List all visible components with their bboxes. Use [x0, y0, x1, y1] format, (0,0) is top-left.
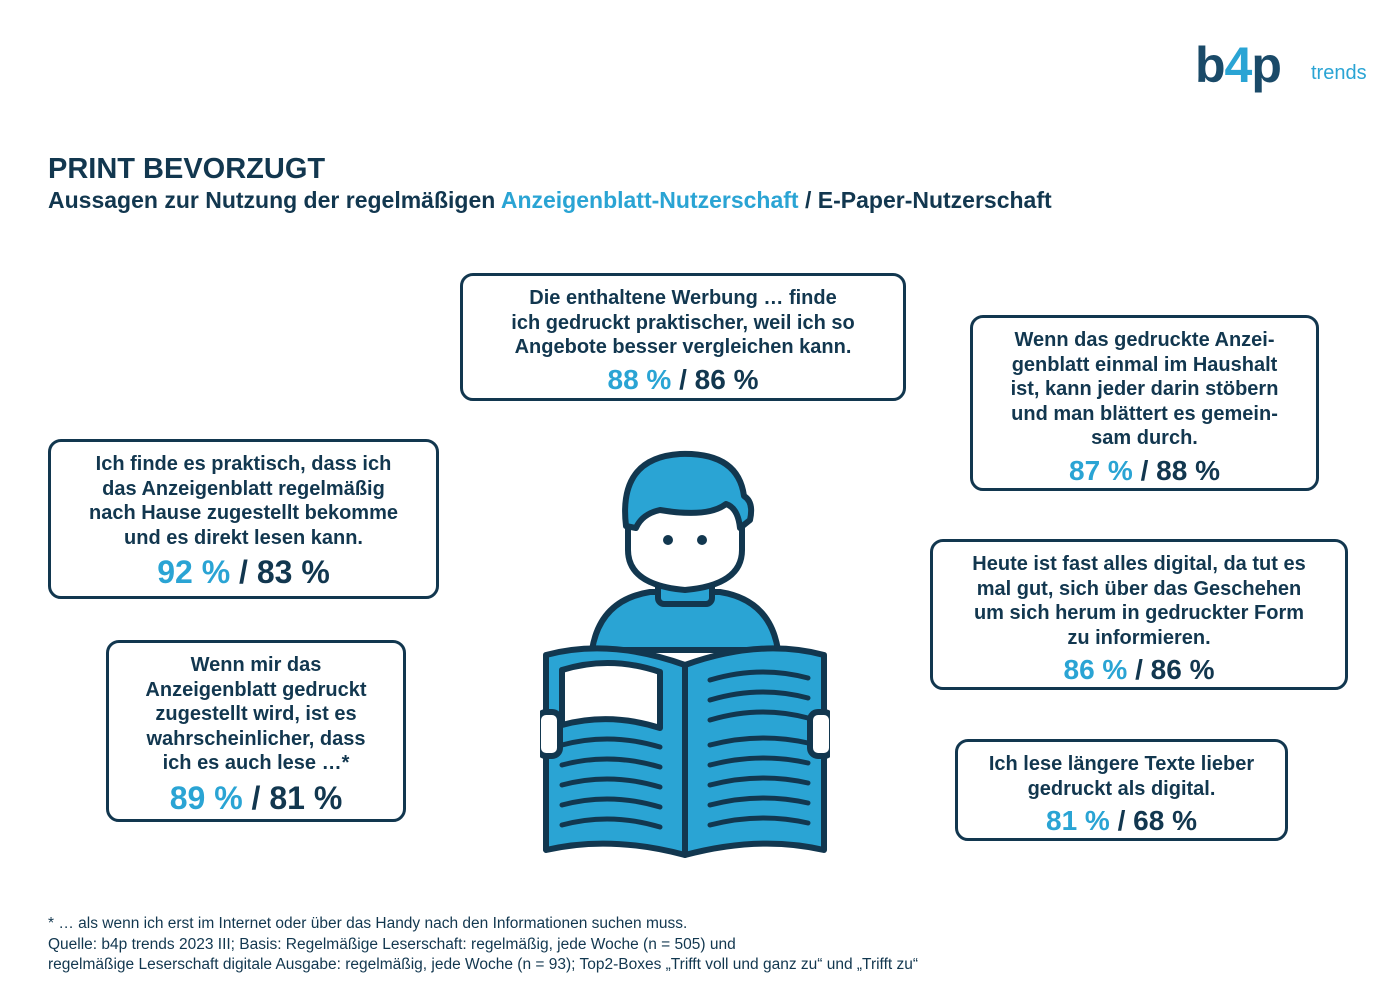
card-text: [947, 552, 1331, 650]
card-line: ist, kann jeder darin stöbern: [1010, 378, 1279, 400]
card-values: [972, 805, 1271, 837]
value-epaper: 68 %: [1133, 805, 1197, 836]
value-anzeigenblatt: 81 %: [1046, 805, 1110, 836]
subtitle-highlight: Anzeigenblatt-Nutzerschaft: [500, 187, 799, 213]
card-line: Wenn mir das: [190, 654, 322, 676]
card-text: [65, 452, 422, 550]
logo-suffix: trends: [1311, 62, 1367, 84]
card-line: Heute ist fast alles digital, da tut es: [972, 553, 1306, 575]
card-line: zugestellt wird, ist es: [155, 703, 357, 725]
footnote: * … als wenn ich erst im Internet oder über das Handy nach den Informationen suchen muss.: [48, 915, 688, 932]
value-anzeigenblatt: 88 %: [607, 363, 672, 395]
statement-card-texte: [955, 739, 1288, 841]
card-values: [987, 455, 1302, 487]
card-line: genblatt einmal im Haushalt: [1011, 353, 1278, 376]
card-line: Angebote besser vergleichen kann.: [514, 336, 852, 358]
card-values: [123, 780, 389, 817]
logo-brand: [1195, 36, 1281, 94]
card-line: und es direkt lesen kann.: [124, 526, 363, 549]
logo-b: b: [1195, 37, 1225, 93]
logo-4: 4: [1224, 37, 1252, 93]
value-epaper: 81 %: [269, 779, 343, 816]
b4p-trends-logo: [1195, 36, 1385, 96]
card-text: [987, 328, 1302, 451]
card-line: Ich lese längere Texte lieber: [988, 753, 1255, 775]
value-epaper: 88 %: [1156, 454, 1220, 486]
card-line: mal gut, sich über das Geschehen: [976, 577, 1302, 600]
card-line: und man blättert es gemein-: [1011, 402, 1278, 425]
source-line: Quelle: b4p trends 2023 III; Basis: Regelmäßige Leserschaft: regelmäßig, jede Woche (n = 505) und: [48, 935, 736, 953]
value-separator: /: [1140, 454, 1149, 486]
page-subtitle: [48, 187, 1052, 214]
value-anzeigenblatt: 86 %: [1063, 654, 1128, 685]
value-anzeigenblatt: 89 %: [169, 779, 243, 816]
card-line: Wenn das gedruckte Anzei-: [1014, 329, 1275, 351]
card-line: nach Hause zugestellt bekomme: [89, 502, 398, 524]
subtitle-suffix: / E-Paper-Nutzerschaft: [804, 187, 1052, 213]
card-line: Anzeigenblatt gedruckt: [145, 678, 367, 701]
page-title: PRINT BEVORZUGT: [48, 153, 326, 185]
value-separator: /: [239, 554, 248, 590]
card-line: sam durch.: [1091, 427, 1198, 449]
statement-card-zustellung: [48, 439, 439, 599]
footer-notes: [48, 914, 918, 976]
card-line: wahrscheinlicher, dass: [146, 727, 366, 750]
card-text: [972, 752, 1271, 801]
card-line: gedruckt als digital.: [1027, 777, 1216, 800]
card-values: [477, 364, 889, 396]
statement-card-haushalt: [970, 315, 1319, 491]
card-values: [947, 654, 1331, 686]
value-epaper: 86 %: [694, 363, 759, 395]
value-anzeigenblatt: 92 %: [157, 554, 231, 590]
statement-card-lesen: [106, 640, 406, 822]
value-separator: /: [251, 779, 261, 816]
card-line: ich gedruckt praktischer, weil ich so: [511, 311, 855, 334]
value-anzeigenblatt: 87 %: [1069, 454, 1133, 486]
value-separator: /: [679, 363, 687, 395]
logo-p: p: [1251, 37, 1281, 93]
card-line: ich es auch lese …*: [162, 752, 350, 774]
card-line: Ich finde es praktisch, dass ich: [95, 453, 392, 475]
card-line: das Anzeigenblatt regelmäßig: [102, 477, 385, 500]
card-line: um sich herum in gedruckter Form: [973, 602, 1305, 624]
card-line: zu informieren.: [1067, 626, 1211, 649]
value-separator: /: [1117, 805, 1126, 836]
statement-card-digital: [930, 539, 1348, 690]
card-text: [123, 653, 389, 776]
card-text: [477, 286, 889, 360]
value-epaper: 83 %: [256, 554, 330, 590]
subtitle-prefix: Aussagen zur Nutzung der regelmäßigen: [48, 187, 496, 213]
value-epaper: 86 %: [1150, 654, 1215, 685]
statement-card-werbung: [460, 273, 906, 401]
source-line: regelmäßige Leserschaft digitale Ausgabe: regelmäßig, jede Woche (n = 93); Top2-Boxes „Trifft voll und ganz zu“ und „Trifft zu“: [48, 956, 919, 973]
value-separator: /: [1135, 654, 1143, 685]
person-reading-newspaper-icon: [540, 450, 830, 860]
card-line: Die enthaltene Werbung … finde: [529, 287, 837, 309]
card-values: [65, 554, 422, 591]
